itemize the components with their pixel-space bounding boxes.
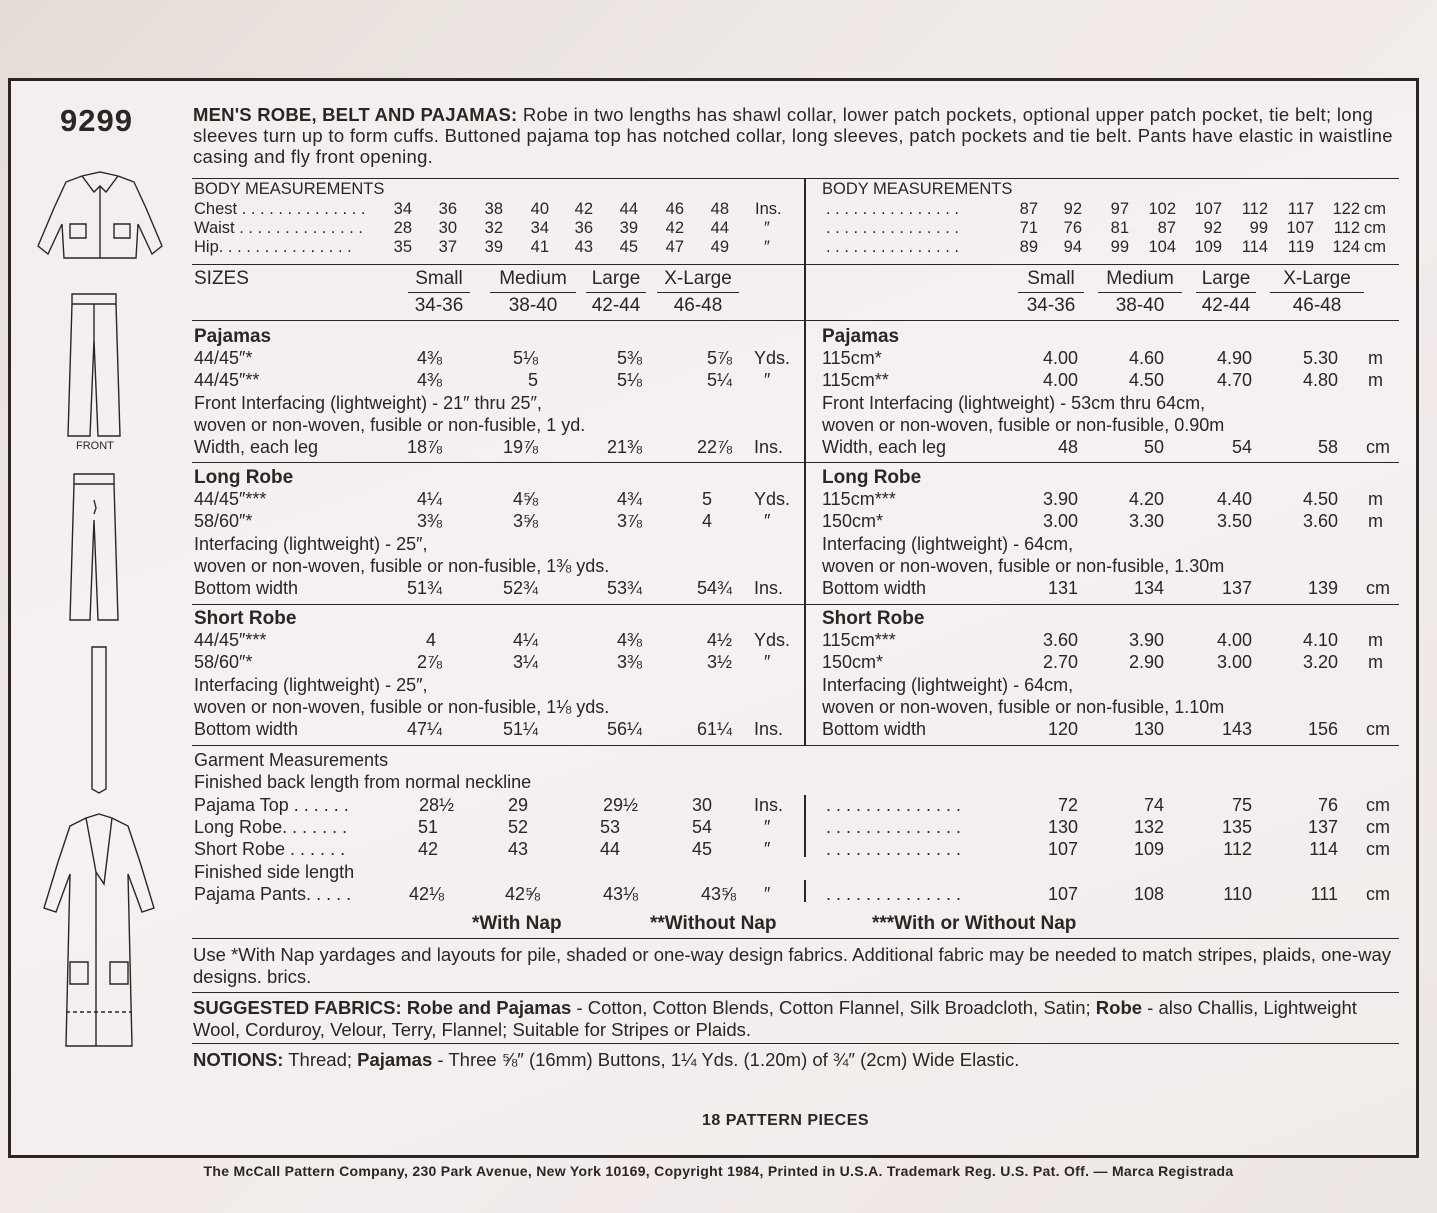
yardage: 5⅜ (616, 348, 642, 368)
chest-cm: 102 (1148, 200, 1176, 218)
garment-cm: 109 (1133, 839, 1164, 859)
yardage: 4⅜ (416, 348, 442, 368)
column-divider (804, 178, 806, 746)
tie-belt-drawing (88, 645, 110, 795)
unit: cm (1366, 817, 1390, 837)
interfacing-line: woven or non-woven, fusible or non-fusible, 1⅜ yds. (194, 556, 610, 576)
yardage: 5⅞ (706, 348, 732, 368)
waist-value: 44 (710, 219, 729, 237)
yardage: 5 (527, 370, 538, 390)
dot-leader: . . . . . . . . . . . . . . (826, 795, 962, 815)
chest-value: 40 (530, 200, 549, 218)
width-value: 143 (1221, 719, 1252, 739)
chest-value: 48 (710, 200, 729, 218)
cm-unit: cm (1364, 219, 1386, 237)
unit: m (1368, 652, 1383, 672)
meterage: 4.80 (1302, 370, 1338, 390)
yardage: 5¼ (706, 370, 732, 390)
width-label: Width, each leg (194, 437, 319, 457)
garment-value: 54 (691, 817, 712, 837)
meterage: 3.60 (1302, 511, 1338, 531)
hip-cm: 124 (1332, 238, 1360, 256)
meterage: 4.50 (1302, 489, 1338, 509)
body-header-cm: BODY MEASUREMENTS (822, 180, 1013, 198)
garment-label: Long Robe. . . . . . . (194, 817, 348, 837)
garment-cm: 135 (1221, 817, 1252, 837)
size-medium: Medium (1106, 268, 1174, 289)
robe-drawing (34, 812, 164, 1052)
meterage: 4.00 (1042, 370, 1078, 390)
garment-value: 52 (507, 817, 528, 837)
yardage: 4¼ (416, 489, 442, 509)
garment-value: 42 (417, 839, 438, 859)
garment-value: 30 (691, 795, 712, 815)
chest-value: 38 (484, 200, 503, 218)
width-value: 19⅞ (502, 437, 538, 457)
dot-leader: . . . . . . . . . . . . . . . (826, 238, 959, 256)
hip-cm: 94 (1063, 238, 1082, 256)
unit: cm (1366, 437, 1390, 457)
unit: ″ (764, 652, 771, 672)
fabrics-group-1: Robe and Pajamas (406, 997, 572, 1018)
yardage: 3⅝ (512, 511, 538, 531)
size-small: Small (415, 268, 463, 289)
unit: ″ (764, 511, 771, 531)
width-label: Bottom width (194, 578, 299, 598)
fabric-width: 44/45″* (194, 348, 253, 368)
meterage: 3.30 (1128, 511, 1164, 531)
size-range: 38-40 (1115, 295, 1165, 316)
meterage: 3.00 (1216, 652, 1252, 672)
waist-cm: 99 (1249, 219, 1268, 237)
dot-leader: . . . . . . . . . . . . . . (826, 817, 962, 837)
chest-unit: Ins. (755, 200, 782, 218)
nap-legend-either: ***With or Without Nap (872, 913, 1077, 934)
width-value: 139 (1307, 578, 1338, 598)
unit: m (1368, 630, 1383, 650)
unit: Yds. (754, 348, 791, 368)
fabric-width: 115cm** (822, 370, 889, 390)
unit: m (1368, 348, 1383, 368)
yardage: 3⅞ (616, 511, 642, 531)
width-label: Width, each leg (822, 437, 947, 457)
rule-use (192, 992, 1399, 993)
width-value: 54¾ (696, 578, 732, 598)
unit: ″ (764, 839, 771, 859)
waist-cm: 92 (1203, 219, 1222, 237)
dot-leader: . . . . . . . . . . . . . . . (826, 219, 959, 237)
fabric-width: 44/45″*** (194, 630, 267, 650)
cm-unit: cm (1364, 200, 1386, 218)
rule-short (192, 604, 1399, 605)
hip-value: 43 (574, 238, 593, 256)
body-header-in: BODY MEASUREMENTS (194, 180, 385, 198)
size-xlarge: X-Large (664, 268, 732, 289)
garment-cm: 76 (1317, 795, 1338, 815)
dot-leader: . . . . . . . . . . . . . . . (826, 200, 959, 218)
fabric-width: 58/60″* (194, 652, 253, 672)
chest-cm: 97 (1110, 200, 1129, 218)
width-label: Bottom width (822, 578, 927, 598)
yardage: 5⅛ (616, 370, 642, 390)
unit: ″ (764, 884, 771, 904)
garment-value: 44 (599, 839, 620, 859)
yardage: 3⅜ (416, 511, 442, 531)
rule-long (192, 462, 1399, 463)
garment-cm: 114 (1309, 839, 1338, 859)
garment-label: Short Robe . . . . . . (194, 839, 346, 859)
size-range: 38-40 (508, 295, 558, 316)
fabric-width: 150cm* (822, 511, 884, 531)
width-value: 50 (1143, 437, 1164, 457)
meterage: 3.20 (1302, 652, 1338, 672)
yardage: 4⅝ (512, 489, 538, 509)
unit: ″ (764, 817, 771, 837)
unit: Ins. (754, 437, 784, 457)
waist-value: 34 (530, 219, 549, 237)
garment-cm: 75 (1231, 795, 1252, 815)
waist-cm: 81 (1110, 219, 1129, 237)
fabric-width: 44/45″** (194, 370, 260, 390)
waist-value: 32 (484, 219, 503, 237)
hip-value: 45 (619, 238, 638, 256)
hip-cm: 89 (1019, 238, 1038, 256)
yardage: 2⅞ (416, 652, 442, 672)
cm-unit: cm (1364, 238, 1386, 256)
interfacing-line: woven or non-woven, fusible or non-fusible, 1.30m (822, 556, 1225, 576)
chest-value: 42 (574, 200, 593, 218)
meterage: 4.10 (1302, 630, 1338, 650)
garment-value: 53 (599, 817, 620, 837)
rule-pajamas (192, 320, 1399, 321)
garment-value: 43⅝ (700, 884, 736, 904)
garment-cm: 110 (1223, 884, 1252, 904)
yardage: 3⅜ (616, 652, 642, 672)
unit: m (1368, 511, 1383, 531)
rule-fabrics (192, 1043, 1399, 1044)
notions-thread: Thread; (283, 1049, 358, 1070)
width-value: 51¼ (502, 719, 538, 739)
garment-value: 43⅛ (602, 884, 638, 904)
meterage: 4.00 (1216, 630, 1252, 650)
width-value: 48 (1057, 437, 1078, 457)
size-range: 46-48 (1292, 295, 1342, 316)
description-text: Robe in two lengths has shawl collar, lower patch pockets, optional upper patch pocket, tie belt; long sleeves turn up to form cuffs. Buttoned pajama top has notched collar, long sleeves, patch pockets and tie belt. Pants have elastic in waistline casing and fly front opening. (193, 104, 1393, 167)
sizes-label: SIZES (194, 268, 249, 289)
meterage: 4.40 (1216, 489, 1252, 509)
garment-cm: 108 (1133, 884, 1164, 904)
hip-value: 39 (484, 238, 503, 256)
chest-cm: 107 (1194, 200, 1222, 218)
meterage: 3.90 (1042, 489, 1078, 509)
width-value: 130 (1133, 719, 1164, 739)
garment-cm: 72 (1057, 795, 1078, 815)
hip-value: 47 (665, 238, 684, 256)
waist-unit: ″ (764, 219, 770, 237)
width-value: 18⅞ (406, 437, 442, 457)
interfacing-line: Front Interfacing (lightweight) - 21″ thru 25″, (194, 393, 542, 413)
width-value: 47¼ (406, 719, 442, 739)
meterage: 5.30 (1302, 348, 1338, 368)
meterage: 4.20 (1128, 489, 1164, 509)
pajama-pants-back-drawing (64, 470, 124, 625)
pattern-description (193, 104, 1403, 167)
yardage: 4 (425, 630, 436, 650)
garment-label: Pajama Pants. . . . . (194, 884, 352, 904)
chest-cm: 112 (1241, 200, 1268, 218)
width-value: 51¾ (406, 578, 442, 598)
garment-value: 42⅛ (408, 884, 444, 904)
meterage: 4.70 (1216, 370, 1252, 390)
unit: cm (1366, 719, 1390, 739)
yardage: 3¼ (512, 652, 538, 672)
notions-list: - Three ⅝″ (16mm) Buttons, 1¼ Yds. (1.20m) of ¾″ (2cm) Wide Elastic. (432, 1049, 1020, 1070)
fabric-width: 44/45″*** (194, 489, 267, 509)
chest-cm: 122 (1332, 200, 1360, 218)
garment-value: 45 (691, 839, 712, 859)
waist-cm: 87 (1157, 219, 1176, 237)
chest-cm: 87 (1019, 200, 1038, 218)
fabric-width: 115cm*** (822, 630, 896, 650)
meterage: 2.70 (1042, 652, 1078, 672)
interfacing-line: Interfacing (lightweight) - 64cm, (822, 534, 1074, 554)
front-label: FRONT (76, 440, 114, 452)
hip-cm: 104 (1148, 238, 1176, 256)
garment-subtitle: Finished back length from normal neckline (194, 772, 532, 792)
unit: cm (1366, 884, 1390, 904)
chest-value: 44 (619, 200, 638, 218)
fabrics-label: SUGGESTED FABRICS: (193, 997, 402, 1018)
width-value: 137 (1221, 578, 1252, 598)
size-range: 42-44 (1201, 295, 1251, 316)
garment-value: 29 (507, 795, 528, 815)
waist-value: 36 (574, 219, 593, 237)
width-value: 120 (1047, 719, 1078, 739)
notions-label: NOTIONS: (193, 1049, 284, 1070)
unit: Yds. (754, 489, 791, 509)
yardage: 4¼ (512, 630, 538, 650)
suggested-fabrics (193, 997, 1403, 1041)
meterage: 4.60 (1128, 348, 1164, 368)
garment-value: 42⅝ (504, 884, 540, 904)
use-note: Use *With Nap yardages and layouts for pile, shaded or one-way design fabrics. Additional fabric may be needed to match stripes, plaids, one-way designs. brics. (193, 944, 1392, 987)
width-value: 54 (1231, 437, 1252, 457)
garment-cm: 74 (1143, 795, 1164, 815)
yardage: 5 (701, 489, 712, 509)
pajama-pants-front-drawing (64, 290, 124, 440)
width-value: 22⅞ (696, 437, 732, 457)
hip-label: Hip. . . . . . . . . . . . . . . (194, 238, 352, 256)
waist-value: 42 (665, 219, 684, 237)
size-range: 46-48 (673, 295, 723, 316)
unit: m (1368, 370, 1383, 390)
publisher-footer: The McCall Pattern Company, 230 Park Avenue, New York 10169, Copyright 1984, Printed in U.S.A. Trademark Reg. U.S. Pat. Off. — Marca Registrada (203, 1163, 1234, 1179)
rule-top (192, 178, 1399, 179)
width-value: 58 (1317, 437, 1338, 457)
garment-value: 43 (507, 839, 528, 859)
nap-legend-with: *With Nap (472, 913, 562, 934)
meterage: 3.90 (1128, 630, 1164, 650)
yardage: 4¾ (616, 489, 642, 509)
nap-legend-without: **Without Nap (650, 913, 777, 934)
width-value: 53¾ (606, 578, 642, 598)
width-value: 21⅜ (606, 437, 642, 457)
unit: Yds. (754, 630, 791, 650)
hip-value: 37 (438, 238, 457, 256)
garment-value: 29½ (602, 795, 638, 815)
fabrics-list-2: - also Challis, Lightweight Wool, Corduroy, Velour, Terry, Flannel; Suitable for Stripes or Plaids. (193, 997, 1357, 1040)
garment-value: 51 (417, 817, 438, 837)
garment-title: Garment Measurements (194, 750, 389, 770)
yardage: 4⅜ (416, 370, 442, 390)
rule-sizes (192, 264, 1399, 265)
waist-value: 30 (438, 219, 457, 237)
size-range: 42-44 (591, 295, 641, 316)
waist-cm: 76 (1063, 219, 1082, 237)
chest-cm: 92 (1063, 200, 1082, 218)
size-range: 34-36 (1026, 295, 1076, 316)
pattern-number: 9299 (60, 103, 133, 138)
width-label: Bottom width (822, 719, 927, 739)
chest-value: 46 (665, 200, 684, 218)
pattern-pieces: 18 PATTERN PIECES (702, 1112, 870, 1129)
dot-leader: . . . . . . . . . . . . . . (826, 884, 962, 904)
rule-nap (192, 938, 1399, 939)
section-title: Long Robe (194, 467, 294, 488)
size-medium: Medium (499, 268, 567, 289)
dot-leader: . . . . . . . . . . . . . . (826, 839, 962, 859)
section-title: Long Robe (822, 467, 922, 488)
garment-cm: 137 (1307, 817, 1338, 837)
hip-cm: 109 (1194, 238, 1222, 256)
unit: m (1368, 489, 1383, 509)
yardage: 4⅜ (616, 630, 642, 650)
interfacing-line: woven or non-woven, fusible or non-fusible, 1.10m (822, 697, 1225, 717)
section-title: Pajamas (194, 326, 272, 347)
waist-cm: 112 (1333, 219, 1360, 237)
size-range: 34-36 (414, 295, 464, 316)
unit: cm (1366, 578, 1390, 598)
fabrics-group-2: Robe (1095, 997, 1143, 1018)
meterage: 3.50 (1216, 511, 1252, 531)
chest-value: 36 (438, 200, 457, 218)
size-large: Large (591, 268, 641, 289)
yardage: 4 (701, 511, 712, 531)
size-small: Small (1027, 268, 1075, 289)
section-title: Short Robe (822, 608, 925, 629)
yardage: 3½ (706, 652, 732, 672)
pajama-top-drawing (34, 168, 166, 268)
description-title: MEN'S ROBE, BELT AND PAJAMAS: (193, 104, 518, 125)
interfacing-line: woven or non-woven, fusible or non-fusible, 1 yd. (194, 415, 586, 435)
chest-cm: 117 (1287, 200, 1314, 218)
garment-cm: 112 (1223, 839, 1252, 859)
hip-cm: 99 (1110, 238, 1129, 256)
fabric-width: 115cm* (822, 348, 882, 368)
fabrics-list-1: - Cotton, Cotton Blends, Cotton Flannel, Silk Broadcloth, Satin; (571, 997, 1096, 1018)
hip-value: 49 (710, 238, 729, 256)
unit: cm (1366, 795, 1390, 815)
chest-label: Chest . . . . . . . . . . . . . . (194, 200, 366, 218)
meterage: 4.50 (1128, 370, 1164, 390)
interfacing-line: Interfacing (lightweight) - 64cm, (822, 675, 1074, 695)
garment-cm: 111 (1310, 884, 1338, 904)
yardage: 4½ (706, 630, 732, 650)
width-value: 131 (1047, 578, 1078, 598)
garment-cm: 107 (1047, 884, 1078, 904)
waist-cm: 71 (1019, 219, 1038, 237)
unit: Ins. (754, 795, 784, 815)
notions (193, 1049, 1019, 1071)
interfacing-line: woven or non-woven, fusible or non-fusible, 0.90m (822, 415, 1225, 435)
waist-label: Waist . . . . . . . . . . . . . . (194, 219, 363, 237)
width-value: 61¼ (696, 719, 732, 739)
interfacing-line: Front Interfacing (lightweight) - 53cm thru 64cm, (822, 393, 1206, 413)
size-large: Large (1201, 268, 1251, 289)
side-length-label: Finished side length (194, 862, 355, 882)
section-title: Pajamas (822, 326, 900, 347)
width-value: 56¼ (606, 719, 642, 739)
garment-divider (804, 795, 806, 857)
waist-value: 28 (393, 219, 412, 237)
unit: ″ (764, 370, 771, 390)
notions-group: Pajamas (357, 1049, 433, 1070)
fabric-width: 150cm* (822, 652, 884, 672)
hip-cm: 114 (1241, 238, 1268, 256)
interfacing-line: Interfacing (lightweight) - 25″, (194, 534, 428, 554)
width-value: 134 (1133, 578, 1164, 598)
waist-cm: 107 (1286, 219, 1314, 237)
rule-garment (192, 745, 1399, 746)
width-label: Bottom width (194, 719, 299, 739)
hip-value: 41 (530, 238, 549, 256)
unit: Ins. (754, 719, 784, 739)
meterage: 4.90 (1216, 348, 1252, 368)
meterage: 3.60 (1042, 630, 1078, 650)
garment-value: 28½ (418, 795, 454, 815)
chest-value: 34 (393, 200, 412, 218)
pants-divider (804, 880, 806, 902)
meterage: 4.00 (1042, 348, 1078, 368)
meterage: 2.90 (1128, 652, 1164, 672)
interfacing-line: woven or non-woven, fusible or non-fusible, 1⅛ yds. (194, 697, 610, 717)
interfacing-line: Interfacing (lightweight) - 25″, (194, 675, 428, 695)
width-value: 156 (1307, 719, 1338, 739)
waist-value: 39 (619, 219, 638, 237)
garment-label: Pajama Top . . . . . . (194, 795, 349, 815)
hip-unit: ″ (764, 238, 770, 256)
unit: Ins. (754, 578, 784, 598)
garment-cm: 132 (1133, 817, 1164, 837)
hip-value: 35 (393, 238, 412, 256)
size-xlarge: X-Large (1283, 268, 1351, 289)
fabric-width: 115cm*** (822, 489, 896, 509)
unit: cm (1366, 839, 1390, 859)
fabric-width: 58/60″* (194, 511, 253, 531)
width-value: 52¾ (502, 578, 538, 598)
garment-cm: 130 (1047, 817, 1078, 837)
hip-cm: 119 (1287, 238, 1314, 256)
meterage: 3.00 (1042, 511, 1078, 531)
garment-cm: 107 (1047, 839, 1078, 859)
yardage: 5⅛ (512, 348, 538, 368)
section-title: Short Robe (194, 608, 297, 629)
